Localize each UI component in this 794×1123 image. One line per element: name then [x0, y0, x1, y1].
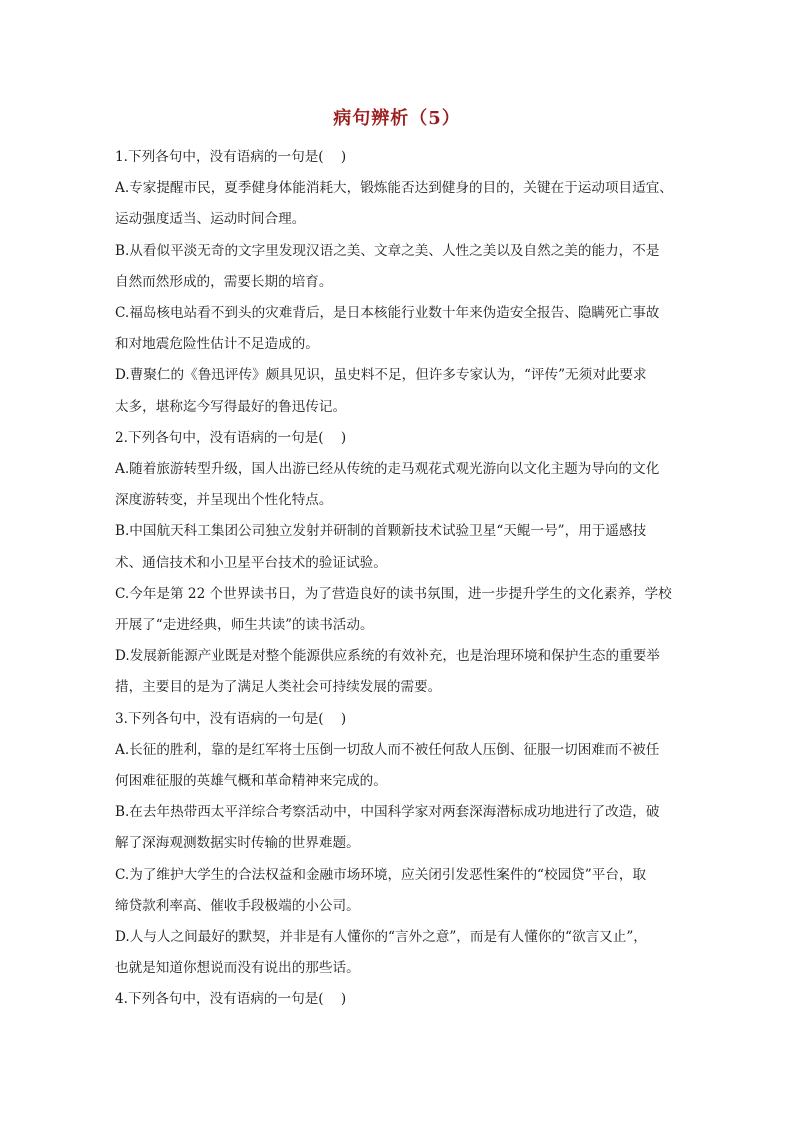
text-line: A.长征的胜利，靠的是红军将士压倒一切敌人而不被任何敌人压倒、征服一切困难而不被任: [115, 741, 660, 758]
text-line: 何困难征服的英雄气概和革命精神来完成的。: [115, 773, 387, 790]
text-line: C.今年是第 22 个世界读书日，为了营造良好的读书氛围，进一步提升学生的文化素养，学校: [115, 585, 672, 602]
text-line: 术、通信技术和小卫星平台技术的验证试验。: [115, 554, 387, 571]
text-line: 运动强度适当、运动时间合理。: [115, 211, 306, 228]
question-body: [115, 142, 685, 1016]
text-line: A.专家提醒市民，夏季健身体能消耗大，锻炼能否达到健身的目的，关键在于运动项目适宜、: [115, 180, 673, 197]
text-line: 和对地震危险性估计不足造成的。: [115, 336, 319, 353]
text-line: 深度游转变，并呈现出个性化特点。: [115, 492, 333, 509]
text-line: 缔贷款利率高、催收手段极端的小公司。: [115, 897, 360, 914]
text-line: B.从看似平淡无奇的文字里发现汉语之美、文章之美、人性之美以及自然之美的能力，不是: [115, 242, 660, 259]
text-line: 3.下列各句中，没有语病的一句是( ): [115, 710, 347, 727]
text-line: 措，主要目的是为了满足人类社会可持续发展的需要。: [115, 679, 442, 696]
text-line: 1.下列各句中，没有语病的一句是( ): [115, 149, 347, 165]
text-line: C.福岛核电站看不到头的灾难背后，是日本核能行业数十年来伪造安全报告、隐瞒死亡事故: [115, 305, 660, 322]
text-line: 开展了“走进经典，师生共读”的读书活动。: [115, 617, 374, 634]
text-line: 4.下列各句中，没有语病的一句是( ): [115, 991, 347, 1008]
text-line: 也就是知道你想说而没有说出的那些话。: [115, 960, 360, 977]
page-title: 病句辨析（5）: [333, 108, 461, 129]
text-line: D.曹聚仁的《鲁迅评传》颇具见识，虽史料不足，但许多专家认为，“评传”无须对此要求: [115, 367, 647, 384]
text-line: 太多，堪称迄今写得最好的鲁迅传记。: [115, 398, 347, 415]
text-line: B.中国航天科工集团公司独立发射并研制的首颗新技术试验卫星“天鲲一号”，用于遥感技: [115, 523, 647, 540]
text-line: D.发展新能源产业既是对整个能源供应系统的有效补充，也是治理环境和保护生态的重要举: [115, 648, 660, 665]
text-line: B.在去年热带西太平洋综合考察活动中，中国科学家对两套深海潜标成功地进行了改造，破: [115, 804, 660, 821]
text-line: 解了深海观测数据实时传输的世界难题。: [115, 835, 360, 852]
text-line: C.为了维护大学生的合法权益和金融市场环境，应关闭引发恶性案件的“校园贷”平台，取: [115, 866, 647, 883]
text-line: A.随着旅游转型升级，国人出游已经从传统的走马观花式观光游向以文化主题为导向的文化: [115, 461, 660, 478]
text-line: D.人与人之间最好的默契，并非是有人懂你的“言外之意”，而是有人懂你的“欲言又止”，: [115, 929, 647, 946]
text-line: 2.下列各句中，没有语病的一句是( ): [115, 429, 347, 446]
text-line: 自然而然形成的，需要长期的培育。: [115, 273, 333, 290]
